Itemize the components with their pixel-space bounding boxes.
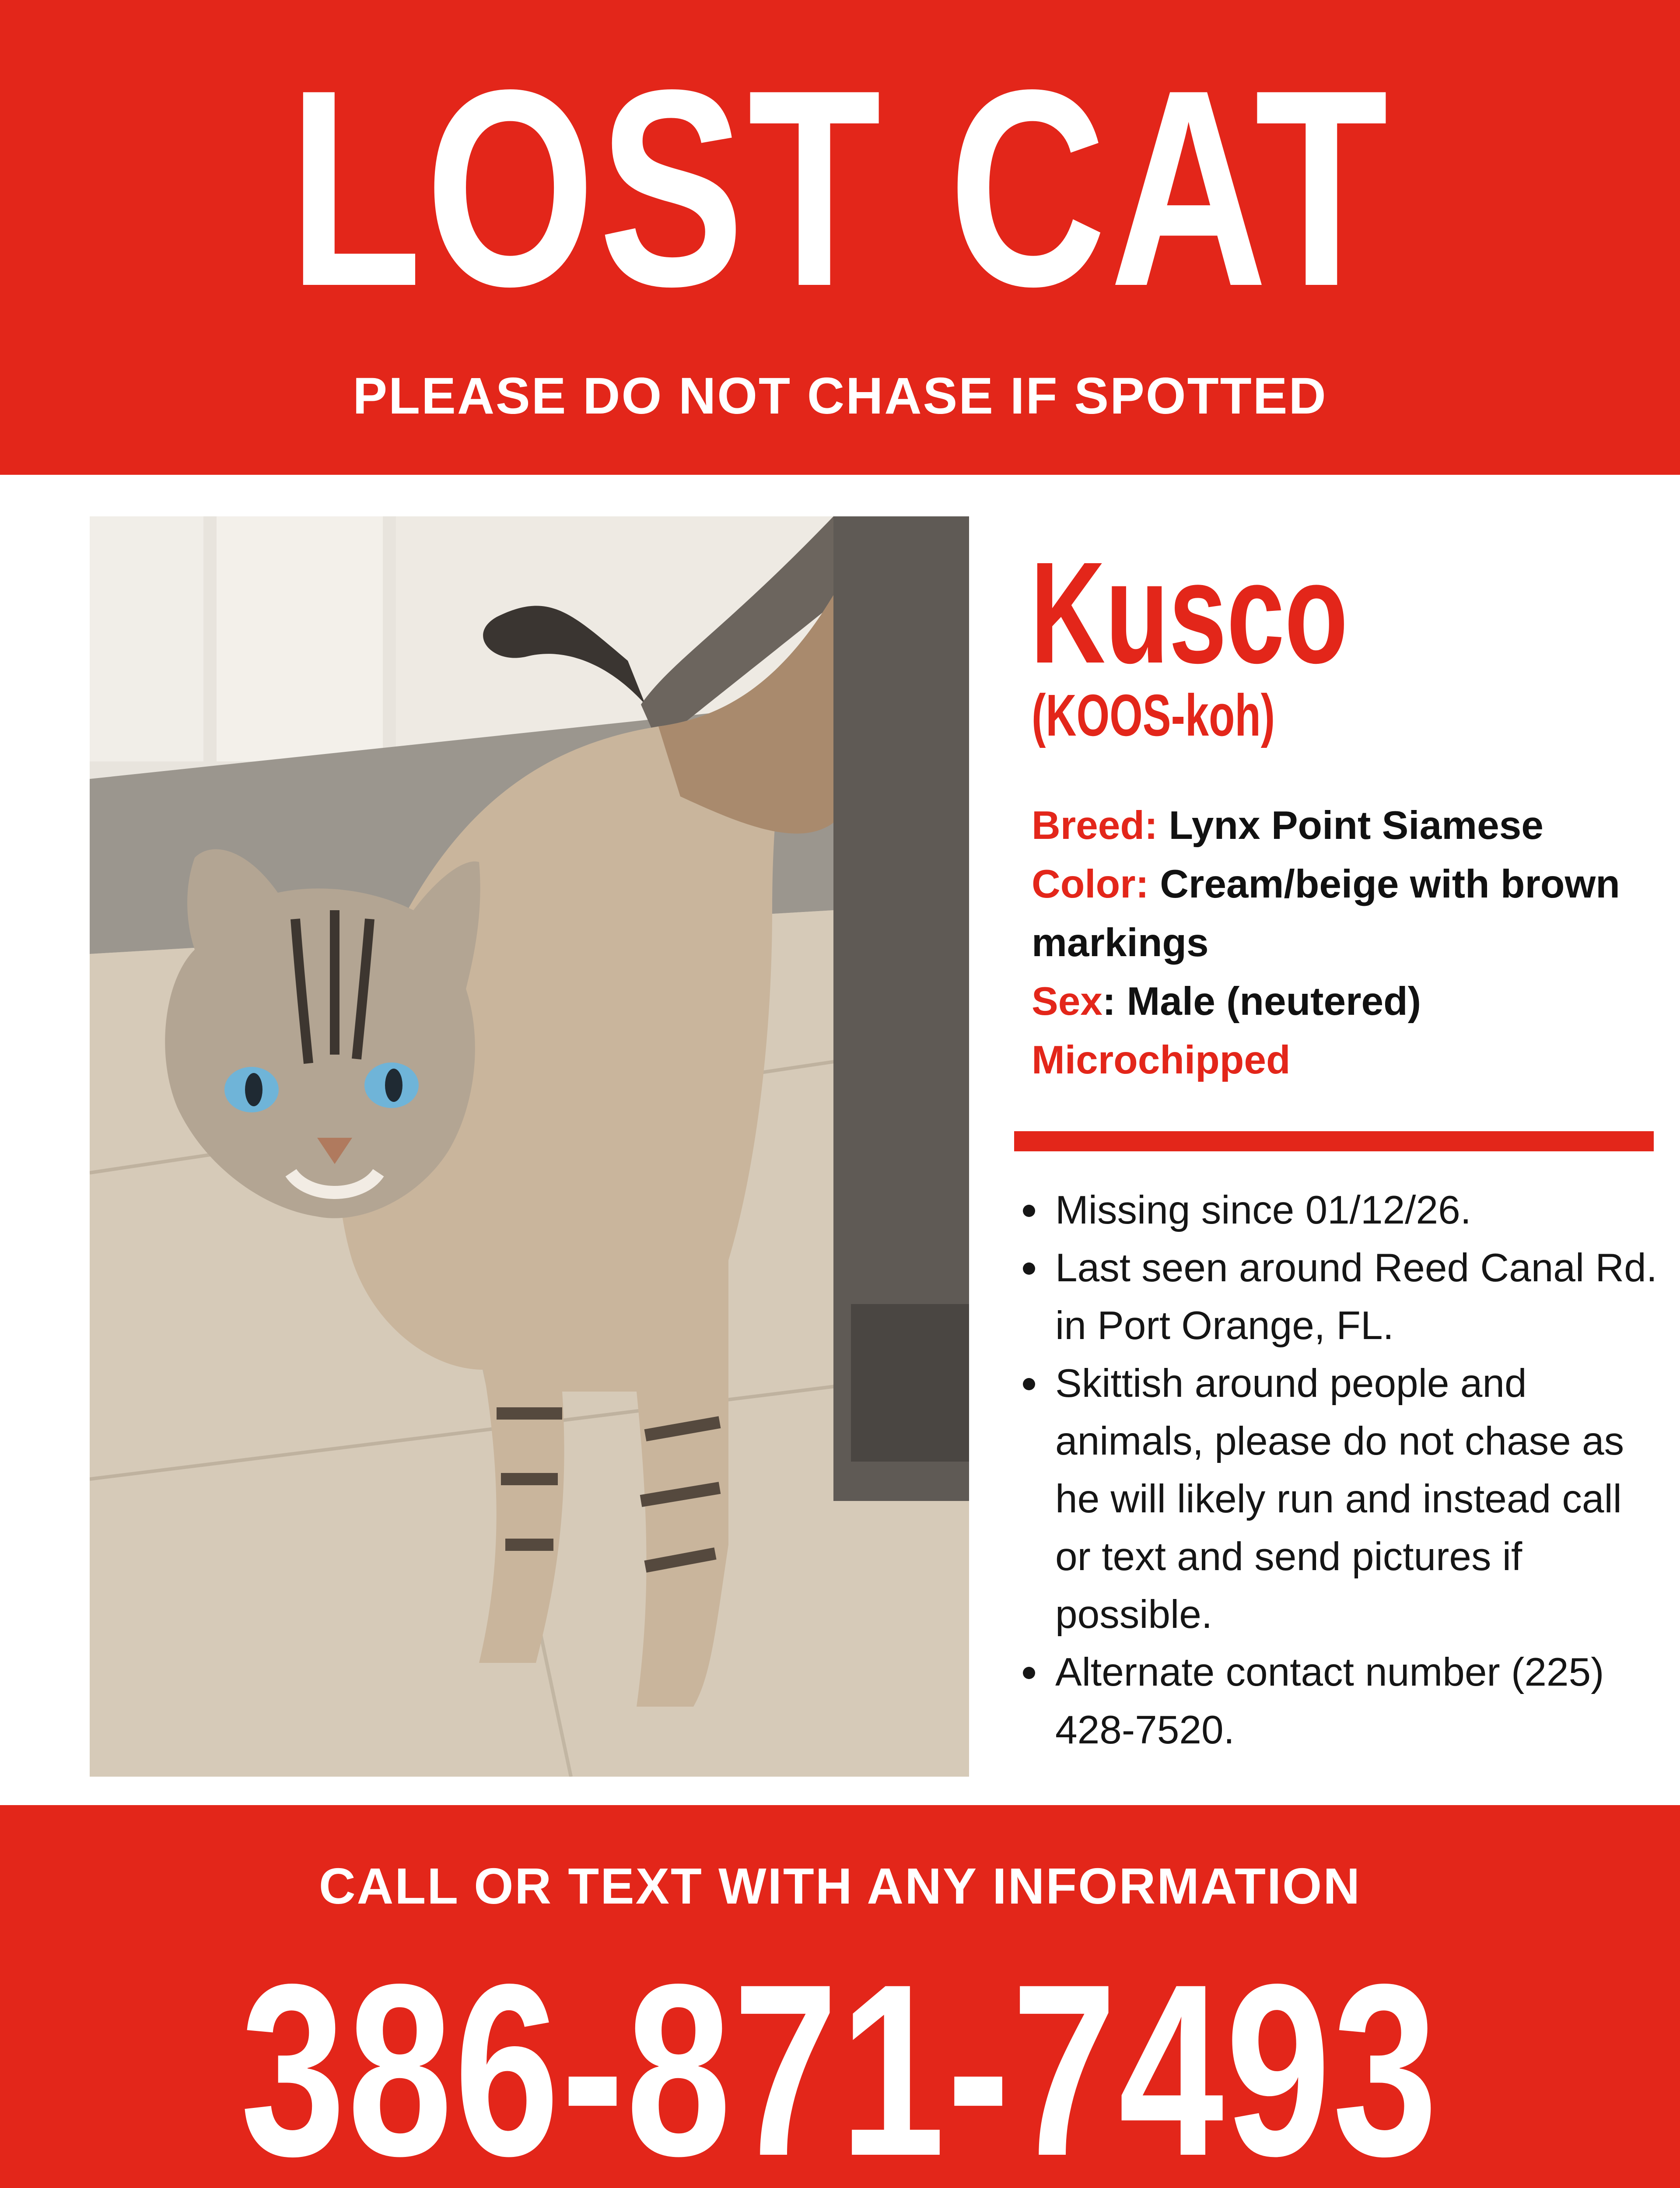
list-item: Alternate contact number (225) 428-7520. — [1019, 1644, 1662, 1759]
section-divider — [1014, 1131, 1654, 1151]
color-value: Cream/beige with brown markings — [1032, 862, 1620, 965]
list-item: Last seen around Reed Canal Rd. in Port Orange, FL. — [1019, 1239, 1662, 1355]
breed-value: Lynx Point Siamese — [1169, 803, 1544, 848]
page-subtitle: PLEASE DO NOT CHASE IF SPOTTED — [353, 367, 1327, 425]
pet-name: Kusco — [1030, 532, 1348, 693]
microchip-status: Microchipped — [1032, 1038, 1291, 1082]
breed-line — [1032, 796, 1653, 855]
pet-pronunciation: (KOOS-koh) — [1032, 682, 1275, 748]
sex-label: Sex — [1032, 979, 1102, 1024]
list-item: Missing since 01/12/26. — [1019, 1182, 1662, 1239]
page-title: LOST CAT — [288, 32, 1392, 344]
call-to-action: CALL OR TEXT WITH ANY INFORMATION — [318, 1858, 1362, 1914]
cat-photo — [90, 516, 969, 1777]
sex-value: : Male (neutered) — [1102, 979, 1421, 1024]
phone-number[interactable]: 386-871-7493 — [240, 1933, 1440, 2188]
sex-line — [1032, 972, 1653, 1031]
cat-illustration — [90, 516, 969, 1777]
pet-details — [1032, 796, 1653, 1090]
breed-label: Breed: — [1032, 803, 1158, 848]
color-line — [1032, 855, 1653, 972]
color-label: Color: — [1032, 862, 1149, 906]
list-item: Skittish around people and animals, please do not chase as he will likely run and instead call or text and send pictures if possible. — [1019, 1355, 1662, 1644]
notes-list — [1019, 1182, 1662, 1759]
